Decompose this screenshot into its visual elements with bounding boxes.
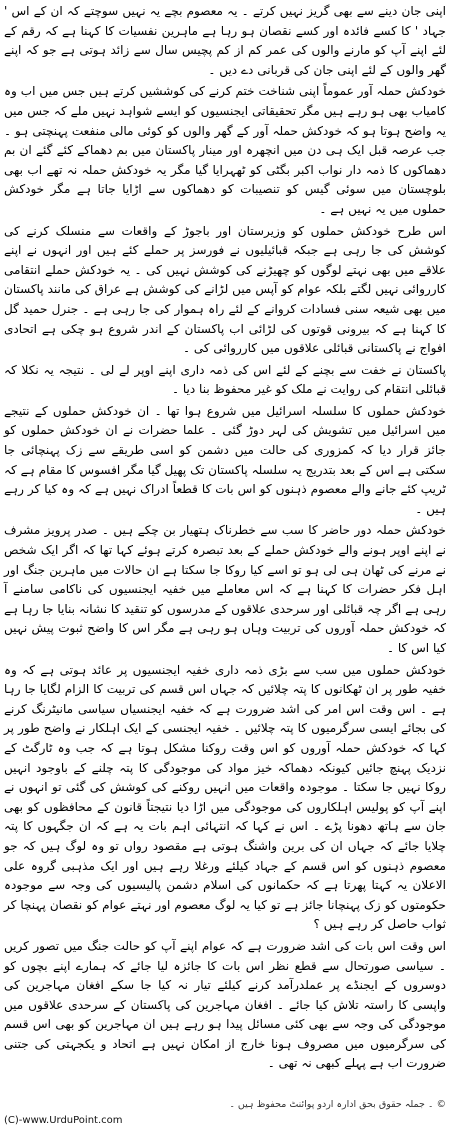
copyright-notice: © ۔ جملہ حقوق بحق ادارہ اردو پوائنٹ محفوظ ہیں ۔: [229, 1099, 446, 1110]
paragraph-7: خودکش حملوں میں سب سے بڑی ذمہ داری خفیہ ایجنسیوں پر عائد ہوتی ہے کہ وہ خفیہ طور پر ان ٹھکانوں کا پتہ چلائیں کہ جہاں اس قسم کی تربیت کا الزام لگایا جا رہا ہے ۔ اس وقت اس امر کی اشد ضرورت ہے کہ خفیہ ایجنسیاں سیاسی مانیٹرنگ کرنے کی بجائے ایسی سرگرمیوں کا پتہ چلائیں ۔ خفیہ ایجنسی کے ایک اہلکار نے واضح طور پر کہا کہ خودکش حملہ آوروں کو اس وقت روکنا مشکل ہوتا ہے کہ جب وہ ٹارگٹ کے نزدیک پہنچ جائیں کیونکہ دھماکہ خیز مواد کی موجودگی کا پتہ چلنے کے باوجود انہیں روکا نہیں جا سکتا ۔ موجودہ واقعات میں انہیں روکنے کی کوشش کی گئی تو انہوں نے اپنے آپ کو پولیس اہلکاروں کی موجودگی میں اڑا دیا نتیجتاً قانون کے محافظوں کو بھی جان سے ہاتھ دھونا پڑے ۔ اس نے کہا کہ انتہائی اہم بات یہ ہے کہ ان جگہوں کا پتہ چلایا جائے کہ جہاں ان کی برین واشنگ ہوتی ہے مقصود رواں تو وہ لوگ ہیں کہ جو معصوم ذہنوں کو اس قسم کے جہاد کیلئے ورغلا رہے ہیں اور ایک مذہبی گروہ علی الاعلان یہ کہتا پھرتا ہے کہ حکمانوں کی اسلام دشمن پالیسیوں کی وجہ سے موجودہ حکومتوں کو زک پہنچانا جائز ہے تو کیا یہ لوگ معصوم اور نہتے عوام کو نقصان پہنچا کر ثواب حاصل کر رہے ہیں ؟: [4, 662, 446, 932]
paragraph-2: خودکش حملہ آور عموماً اپنی شناخت ختم کرنے کی کوششیں کرتے ہیں جس میں اب وہ کامیاب بھی ہو رہے ہیں مگر تحقیقاتی ایجنسیوں کو ایسے شواہد نہیں ملے کہ جس میں یہ واضح ہوتا ہو کہ خودکش حملہ آور کے گھر والوں کو کوئی مالی منفعت پہنچتی ہو ۔ جب عرصہ قبل ایک ہی دن میں انچھرہ اور مینار پاکستان میں بم دھماکے کئے گئے ان بم دھماکوں کا ذمہ دار نواب اکبر بگٹی کو ٹھہرایا گیا مگر یہ خودکش حملہ نہ تھے اب بھی بلوچستان میں سوئی گیس کو تنصیبات کو دھماکوں سے اڑایا جاتا ہے مگر خودکش حملوں میں یہ نہیں ہے ۔: [4, 84, 446, 216]
paragraph-6: خودکش حملہ دور حاضر کا سب سے خطرناک ہتھیار بن چکے ہیں ۔ صدر پرویز مشرف نے اپنے اوپر ہونے والے خودکش حملے کے بعد تبصرہ کرتے ہوئے کہا تھا کہ اگر ایک شخص نے مرنے کی ٹھان ہی لی ہو تو اسے کیا روکا جا سکتا ہے ان حالات میں ماہرین جنگ اور اہل فکر حضرات کا کہنا ہے کہ اس معاملے میں خفیہ ایجنسیوں کی ناکامی سامنے آ رہی ہے اگر چہ قبائلی اور سرحدی علاقوں کے مدرسوں کو تنقید کا نشانہ بنایا جا رہا ہے کہ خودکش حملہ آوروں کی تربیت وہاں ہو رہی ہے مگر اس کا واضح ثبوت پیش نہیں کیا اس کا ۔: [4, 523, 446, 655]
paragraph-8: اس وقت اس بات کی اشد ضرورت ہے کہ عوام اپنے آپ کو حالت جنگ میں تصور کریں ۔ سیاسی صورتحال سے قطع نظر اس بات کا جائزہ لیا جائے کہ ہمارے اپنے بچوں کو دوسروں کے ایجنڈے پر عملدرآمد کرنے کیلئے تیار نہ کیا جا سکے افغان مہاجرین کی واپسی کا راستہ تلاش کیا جائے ۔ افغان مہاجرین کی پاکستان کے سرحدی علاقوں میں موجودگی کی وجہ سے بھی کئی مسائل پیدا ہو رہے ہیں ان مہاجرین کو بھی اس قسم کی سرگرمیوں میں مصروف ہونا خارج از امکان نہیں ہے اتحاد و یکجہتی کی جتنی ضرورت اب ہے پہلے کبھی نہ تھی ۔: [4, 938, 446, 1071]
article-body: [4, 2, 446, 1074]
paragraph-1: اپنی جان دینے سے بھی گریز نہیں کرتے ۔ یہ معصوم بچے یہ نہیں سوچتے کہ ان کے اس ' جہاد ' کا کسے فائدہ اور کسے نقصان ہو رہا ہے ماہرین نفسیات کا کہنا ہے کہ رقم کے لئے اپنے آپ کو مارنے والوں کی عمر کم از کم پچیس سال سے زائد ہوتی ہے جو کہ اپنے گھر والوں کے لئے اپنی جان کی قربانی دے دیں ۔: [4, 4, 446, 77]
paragraph-3: اس طرح خودکش حملوں کو وزیرستان اور باجوڑ کے واقعات سے منسلک کرنے کی کوشش کی جا رہی ہے جبکہ قبائیلیوں نے فورسز پر حملے کئے ہیں اور انہوں نے اپنے علاقے میں بھی نہتے لوگوں کو چھیڑنے کی کوشش نہیں کی ۔ یہ خودکش حملے انتقامی کارروائی نہیں لگتے بلکہ عوام کو آپس میں لڑانے کی کوشش ہے عراق کی مانند پاکستان میں بھی شیعہ سنی فسادات کروانے کے لئے راہ ہموار کی جا رہی ہے ۔ جنرل حمید گل کا کہنا ہے کہ بیرونی قوتوں کی لڑائی اب پاکستان کے اندر شروع ہو چکی ہے اتحادی افواج نے پاکستانی قبائلی علاقوں میں کارروائی کی ۔: [4, 223, 446, 356]
site-credit: (C)-www.UrduPoint.com: [4, 1115, 123, 1126]
paragraph-4: پاکستان نے خفت سے بچنے کے لئے اس کی ذمہ داری اپنے اوپر لے لی ۔ نتیجہ یہ نکلا کہ قبائلی انتقام کی روایت نے ملک کو غیر محفوظ بنا دیا ۔: [4, 362, 446, 397]
page-footer: [4, 1097, 446, 1137]
paragraph-5: خودکش حملوں کا سلسلہ اسرائیل میں شروع ہوا تھا ۔ ان خودکش حملوں کے نتیجے میں اسرائیل میں تشویش کی لہر دوڑ گئی ۔ علما حضرات نے ان خودکش حملوں کو جائز قرار دیا کہ کمزوری کی حالت میں دشمن کو اسی طریقے سے زک پہنچائی جا سکتی ہے اس کے بعد بتدریج یہ سلسلہ پاکستان تک پھیل گیا مگر افسوس کا مقام ہے کہ ٹریپ کئے جانے والے معصوم ذہنوں کو اس بات کا قطعاً ادراک نہیں ہے کہ وہ کیا کر رہے ہیں ۔: [4, 403, 446, 516]
